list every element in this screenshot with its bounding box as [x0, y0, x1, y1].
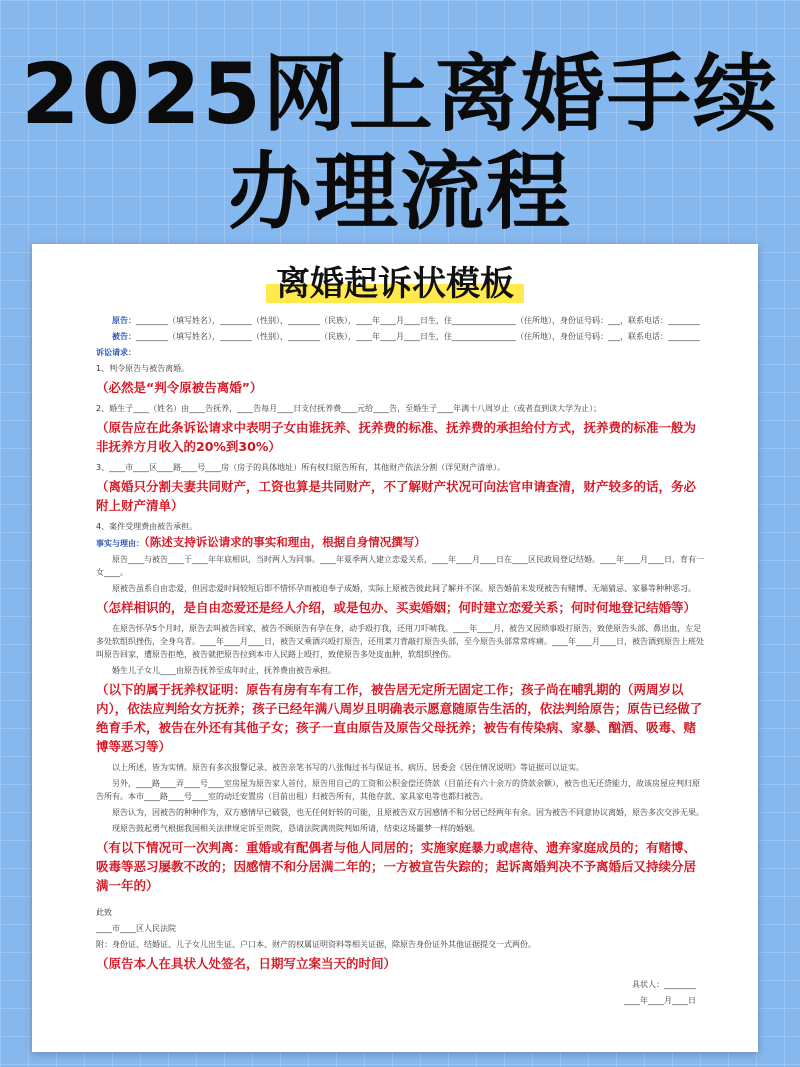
claim-2: 2、婚生子____（姓名）由____告抚养，____告每月____日支付抚养费____元给____告，至婚生子____年满十八周岁止（或者直到读大学为止）； — [96, 404, 602, 413]
note-7: （原告本人在具状人处签名，日期写立案当天的时间） — [96, 956, 397, 971]
signer-line: 具状人：________ — [632, 980, 696, 989]
facts-heading: 事实与理由： — [96, 539, 144, 548]
fact-paragraph-7: 原告认为，因被告的种种作为，双方感情早已破裂，也无任何好转的可能，且原被告双方因感情不和分居已经两年有余。因为被告不同意协议离婚，原告多次交涉无果。 — [112, 808, 704, 817]
fact-paragraph-3: 在原告怀孕5个月时，原告去叫被告回家，被告不顾原告有孕在身，动手殴打我，还用刀吓唬我。____年____月，被告又因琐事殴打原告，致使原告头部、鼻出血，左足多处软组织挫伤，全身乌青。____年____月____日，被告又乘酒兴殴打原告，还用菜刀背敲打原告头部，至今原告头部常常疼痛。____年____月____日，被告酒到原告上班处叫原告回家，遭原告拒绝，被告就把原告拉到本市人民路上殴打，致使原告多处皮血肿，软组织挫伤。 — [96, 624, 704, 659]
court-line: ____市____区人民法院 — [96, 924, 176, 933]
note-3: （离婚只分割夫妻共同财产，工资也算是共同财产，不了解财产状况可向法官申请查清，财产较多的话，务必附上财产清单） — [96, 479, 697, 513]
note-5: （以下的属于抚养权证明：原告有房有车有工作，被告居无定所无固定工作；孩子尚在哺乳期的（两周岁以内），依法应判给女方抚养；孩子已经年满八周岁且明确表示愿意随原告生活的，依法判给原告；原告已经做了绝育手术，被告在外还有其他子女；孩子一直由原告及原告父母抚养；被告有传染病、家暴、酗酒、吸毒、赌博等恶习等） — [96, 682, 703, 754]
document-paper — [32, 244, 758, 1052]
fact-paragraph-8: 现原告鼓起勇气根据我国相关法律规定诉至贵院，恳请法院满贵院判如所请，结束这场噩梦一样的婚姻。 — [112, 824, 480, 833]
document-body — [96, 314, 706, 1010]
fact-paragraph-6: 另外，____路____弄____号____室房屋为原告家人首付，原告用自己的工资和公积金偿还贷款（目前还有六十余万的贷款余额），被告也无还贷能力，故该房屋应判归原告所有。本市____路____号____室的动迁安置房（目前出租）归被告所有，其他存款、家具家电等也都归被告。 — [96, 779, 700, 801]
template-banner: 离婚起诉状模板 — [266, 256, 524, 307]
defendant-label: 被告： — [112, 332, 136, 341]
note-2: （原告应在此条诉讼请求中表明子女由谁抚养、抚养费的标准、抚养费的承担给付方式，抚养费的标准一般为非抚养方月收入的20%到30%） — [96, 420, 697, 454]
note-1: （必然是“判令原被告离婚”） — [96, 380, 263, 395]
facts-heading-line — [96, 536, 706, 550]
plaintiff-contact: ，联系电话：________ — [620, 316, 700, 325]
plaintiff-line — [96, 314, 706, 327]
fact-paragraph-2: 原被告虽系自由恋爱，但因恋爱时间较短后即不惜怀孕而被迫奉子成婚，实际上原被告彼此间了解并不深。原告婚前未发现被告有赌博、无端猜忌、家暴等种种恶习。 — [112, 584, 696, 593]
note-4: （怎样相识的，是自由恋爱还是经人介绍，或是包办、买卖婚姻；何时建立恋爱关系；何时何地登记结婚等） — [96, 600, 697, 615]
defendant-contact: ，联系电话：________ — [620, 332, 700, 341]
attachments-line: 附：身份证、结婚证、儿子女儿出生证、户口本、财产的权属证明资料等相关证据，除原告身份证外其他证据提交一式两份。 — [96, 940, 536, 949]
fact-paragraph-5: 以上所述，皆为实情。原告有多次报警记录、被告亲笔书写的八张悔过书与保证书、病历、居委会《居住情况说明》等证据可以证实。 — [112, 763, 584, 772]
defendant-line — [96, 330, 706, 343]
respect-line: 此致 — [96, 908, 112, 917]
claims-heading: 诉讼请求： — [96, 348, 136, 357]
page-title-line1: 2025网上离婚手续 — [21, 45, 779, 143]
fact-paragraph-1: 原告____与被告____于____年年底相识，当时两人为同事。____年夏季两人建立恋爱关系，____年____月____日在____区民政局登记结婚。____年____月____日，育有一女____。 — [96, 555, 704, 577]
plaintiff-text: ________（填写姓名），________（性别），________（民族），____年____月____日生，住________________（住所地），身份证号码：___ — [136, 316, 620, 325]
page-title-line2: 办理流程 — [227, 143, 572, 241]
plaintiff-label: 原告： — [112, 316, 136, 325]
defendant-text: ________（填写姓名），________（性别），________（民族），____年____月____日生，住________________（住所地），身份证号码：___ — [136, 332, 620, 341]
date-line: ____年____月____日 — [624, 996, 696, 1005]
facts-note: （陈述支持诉讼请求的事实和理由，根据自身情况撰写） — [144, 535, 426, 549]
claim-1: 1、判令原告与被告离婚。 — [96, 364, 190, 373]
note-6: （有以下情况可一次判离：重婚或有配偶者与他人同居的；实施家庭暴力或虐待、遗弃家庭成员的；有赌博、吸毒等恶习屡教不改的；因感情不和分居满二年的；一方被宣告失踪的；起诉离婚判决不予离婚后又持续分居满一年的） — [96, 840, 697, 893]
claim-4: 4、案件受理费由被告承担。 — [96, 522, 198, 531]
claim-3: 3、____市____区____路____号____房（房子的具体地址）所有权归原告所有，其他财产依法分割（详见财产清单）。 — [96, 463, 506, 472]
fact-paragraph-4: 婚生儿子女儿____由原告抚养至成年时止，抚养费由被告承担。 — [112, 666, 336, 675]
